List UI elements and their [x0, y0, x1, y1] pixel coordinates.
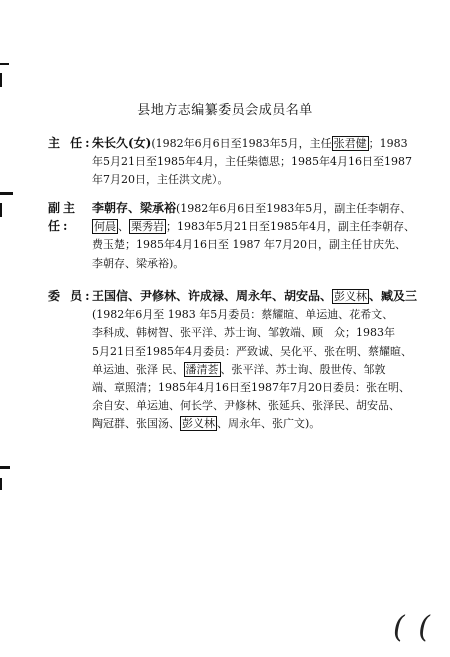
text-line — [92, 134, 420, 153]
body-text: 、周永年、张广文)。 — [217, 417, 321, 431]
body-text: 李科成、韩树智、张平洋、苏士询、邹敦端、顾 众；1983年 — [92, 326, 395, 340]
text-line — [92, 397, 420, 415]
text-line — [92, 199, 420, 218]
text-line — [92, 287, 420, 306]
boxed-name: 张君健 — [333, 137, 367, 150]
section-director — [48, 134, 420, 190]
scan-margin-mark — [0, 203, 2, 217]
body-text: (1982年6月至 1983 年5月委员：蔡耀暄、单运迪、花希文、 — [92, 308, 394, 322]
text-line — [92, 218, 420, 236]
boxed-name: 何晨 — [94, 220, 116, 234]
section-label: 副主任: — [48, 201, 79, 234]
section-content — [92, 134, 420, 190]
body-text: ；1983年5月21日至1985年4月，副主任李朝存、 — [166, 220, 415, 234]
body-text: 余自安、单运迪、何长学、尹修林、张延兵、张泽民、胡安品、 — [92, 399, 400, 413]
section-label: 主 任: — [48, 136, 93, 150]
body-text: ；1983 — [368, 137, 408, 150]
boxed-name: 彭义林 — [182, 417, 215, 431]
body-text: 陶冠群、张国汤、 — [92, 417, 180, 431]
page-title: 县地方志编纂委员会成员名单 — [137, 103, 313, 118]
section-deputy-director — [48, 199, 420, 273]
boxed-name: 彭义林 — [334, 290, 368, 303]
boxed-name: 栗秀岩 — [131, 220, 164, 234]
name-bold: 朱长久(女) — [92, 136, 152, 150]
name-bold: 、臧及三 — [369, 289, 418, 303]
scan-margin-mark — [0, 63, 9, 65]
name-bold: 李朝存、梁承裕 — [92, 201, 177, 215]
body-text: 费玉楚；1985年4月16日至 1987 年7月20日，副主任甘庆先、 — [92, 238, 406, 252]
text-line — [92, 361, 420, 379]
section-content — [92, 287, 420, 434]
text-line — [92, 306, 420, 324]
body-text: 单运迪、张泽 民、 — [92, 362, 184, 376]
body-text: 年5月21日至1985年4月，主任柴德思；1985年4月16日至1987 — [92, 155, 412, 169]
text-line — [92, 153, 420, 171]
scan-margin-mark — [0, 192, 13, 195]
text-line — [92, 415, 420, 433]
scan-margin-mark — [0, 73, 2, 87]
name-bold: 王国信、尹修林、许成禄、周永年、胡安品、 — [92, 289, 333, 303]
text-line — [92, 324, 420, 342]
scan-margin-mark — [0, 466, 10, 469]
body-text: 、张平洋、苏士询、殷世传、邹敦 — [220, 362, 386, 376]
body-text: (1982年6月6日至1983年5月，主任 — [151, 137, 332, 150]
text-line — [92, 343, 420, 361]
text-line — [92, 379, 420, 397]
boxed-name: 潘清荟 — [185, 362, 219, 376]
text-line — [92, 255, 420, 273]
handwritten-page-mark: ( ( — [393, 610, 432, 645]
body-text: 年7月20日，主任洪文虎）。 — [92, 173, 229, 187]
section-label: 委 员: — [48, 289, 93, 303]
section-content — [92, 199, 420, 273]
text-line — [92, 236, 420, 254]
scan-margin-mark — [0, 478, 2, 490]
body-text: (1982年6月6日至1983年5月，副主任李朝存、 — [176, 202, 412, 215]
body-text: 5月21日至1985年4月委员：严致诚、吴化平、张在明、蔡耀暄、 — [92, 344, 412, 358]
body-text: 李朝存、梁承裕)。 — [92, 256, 185, 270]
text-line — [92, 171, 420, 189]
body-text: 、 — [118, 220, 129, 234]
body-text: 端、章照清；1985年4月16日至1987年7月20日委员：张在明、 — [92, 381, 410, 395]
section-members — [48, 287, 420, 434]
